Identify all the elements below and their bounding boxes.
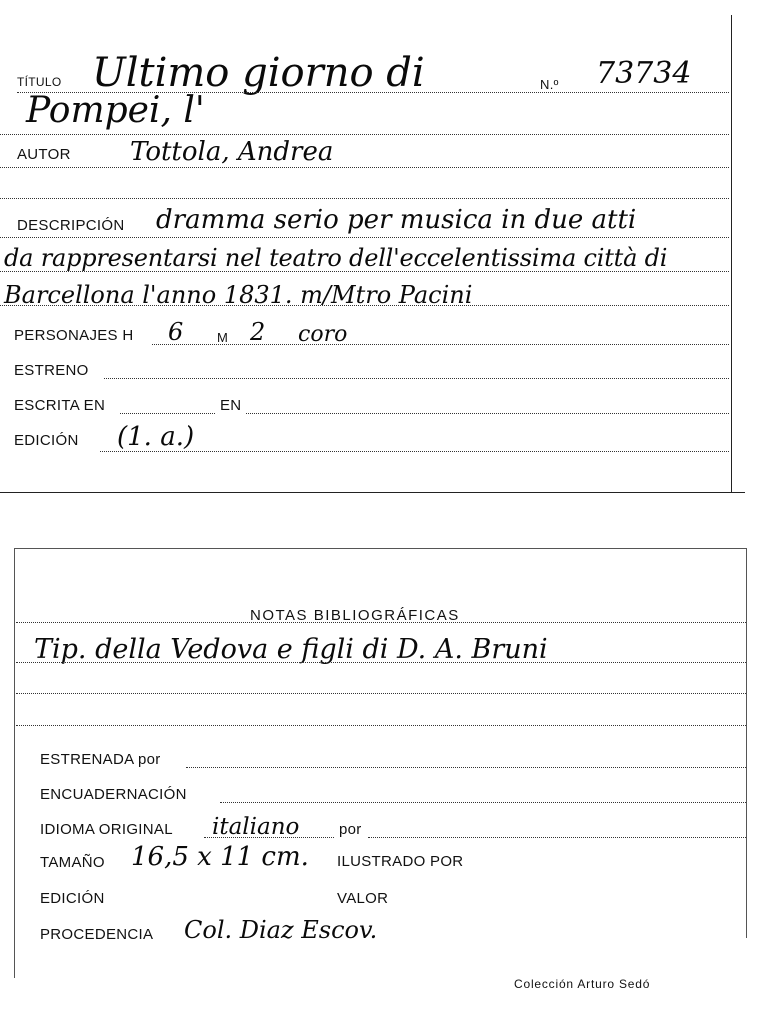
numero-label: N.º xyxy=(540,77,559,92)
idioma-value: italiano xyxy=(212,814,300,840)
descripcion-value-line3: Barcellona l'anno 1831. m/Mtro Pacini xyxy=(4,281,473,309)
en-line xyxy=(246,413,729,414)
descripcion-value-line2: da rappresentarsi nel teatro dell'eccelentissima città di xyxy=(4,244,668,272)
descripcion-value-line1: dramma serio per musica in due atti xyxy=(156,205,637,235)
descripcion-line2 xyxy=(0,271,729,272)
notas-value: Tip. della Vedova e figli di D. A. Bruni xyxy=(34,634,548,665)
procedencia-label: PROCEDENCIA xyxy=(40,926,154,943)
coleccion-label: Colección Arturo Sedó xyxy=(514,977,651,991)
card-bottom-top-edge xyxy=(14,548,746,549)
autor-line xyxy=(0,167,729,168)
notas-line-3 xyxy=(16,725,746,726)
encuadernacion-label: ENCUADERNACIÓN xyxy=(40,786,187,803)
titulo-line-2 xyxy=(0,134,729,135)
personajes-line xyxy=(152,344,729,345)
notas-line xyxy=(16,622,746,623)
autor-value: Tottola, Andrea xyxy=(130,137,334,167)
ilustrado-por-label: ILUSTRADO POR xyxy=(337,853,464,870)
en-label: EN xyxy=(220,397,242,414)
descripcion-line3 xyxy=(0,305,729,306)
titulo-value-line1: Ultimo giorno di xyxy=(92,50,425,96)
descripcion-label: DESCRIPCIÓN xyxy=(17,217,125,234)
por-label: por xyxy=(339,821,362,838)
estrenada-por-label: ESTRENADA por xyxy=(40,751,161,768)
idioma-line xyxy=(204,837,334,838)
personajes-m-label: M xyxy=(217,330,229,345)
card-top-bottom-edge xyxy=(0,492,745,493)
numero-value: 73734 xyxy=(596,56,692,91)
notas-label: NOTAS BIBLIOGRÁFICAS xyxy=(250,607,460,624)
descripcion-line1 xyxy=(0,237,729,238)
estrenada-por-line xyxy=(186,767,746,768)
idioma-por-line xyxy=(368,837,746,838)
catalog-card-top xyxy=(0,0,759,500)
card-top-right-edge xyxy=(731,15,732,493)
edicion-value: (1. a.) xyxy=(117,422,195,452)
escrita-en-line xyxy=(120,413,215,414)
autor-label: AUTOR xyxy=(17,146,71,163)
blank-line xyxy=(0,198,729,199)
titulo-label: TÍTULO xyxy=(17,75,62,89)
edicion-label-2: EDICIÓN xyxy=(40,890,105,907)
personajes-coro-value: coro xyxy=(298,322,348,347)
card-bottom-left-edge xyxy=(14,548,15,978)
encuadernacion-line xyxy=(220,802,746,803)
catalog-card-bottom xyxy=(0,540,759,1028)
personajes-h-value: 6 xyxy=(168,318,184,346)
escrita-en-label: ESCRITA EN xyxy=(14,397,106,414)
notas-line-1 xyxy=(16,662,746,663)
edicion-label: EDICIÓN xyxy=(14,432,79,449)
card-bottom-right-edge xyxy=(746,548,747,938)
personajes-m-value: 2 xyxy=(250,318,266,346)
notas-line-2 xyxy=(16,693,746,694)
titulo-value-line2: Pompei, l' xyxy=(26,90,205,131)
tamano-value: 16,5 x 11 cm. xyxy=(131,842,309,872)
valor-label: VALOR xyxy=(337,890,389,907)
procedencia-value: Col. Diaz Escov. xyxy=(184,916,378,944)
idioma-original-label: IDIOMA ORIGINAL xyxy=(40,821,173,838)
edicion-line xyxy=(100,451,729,452)
estreno-label: ESTRENO xyxy=(14,362,89,379)
personajes-label: PERSONAJES H xyxy=(14,327,134,344)
estreno-line xyxy=(104,378,729,379)
tamano-label: TAMAÑO xyxy=(40,854,105,871)
